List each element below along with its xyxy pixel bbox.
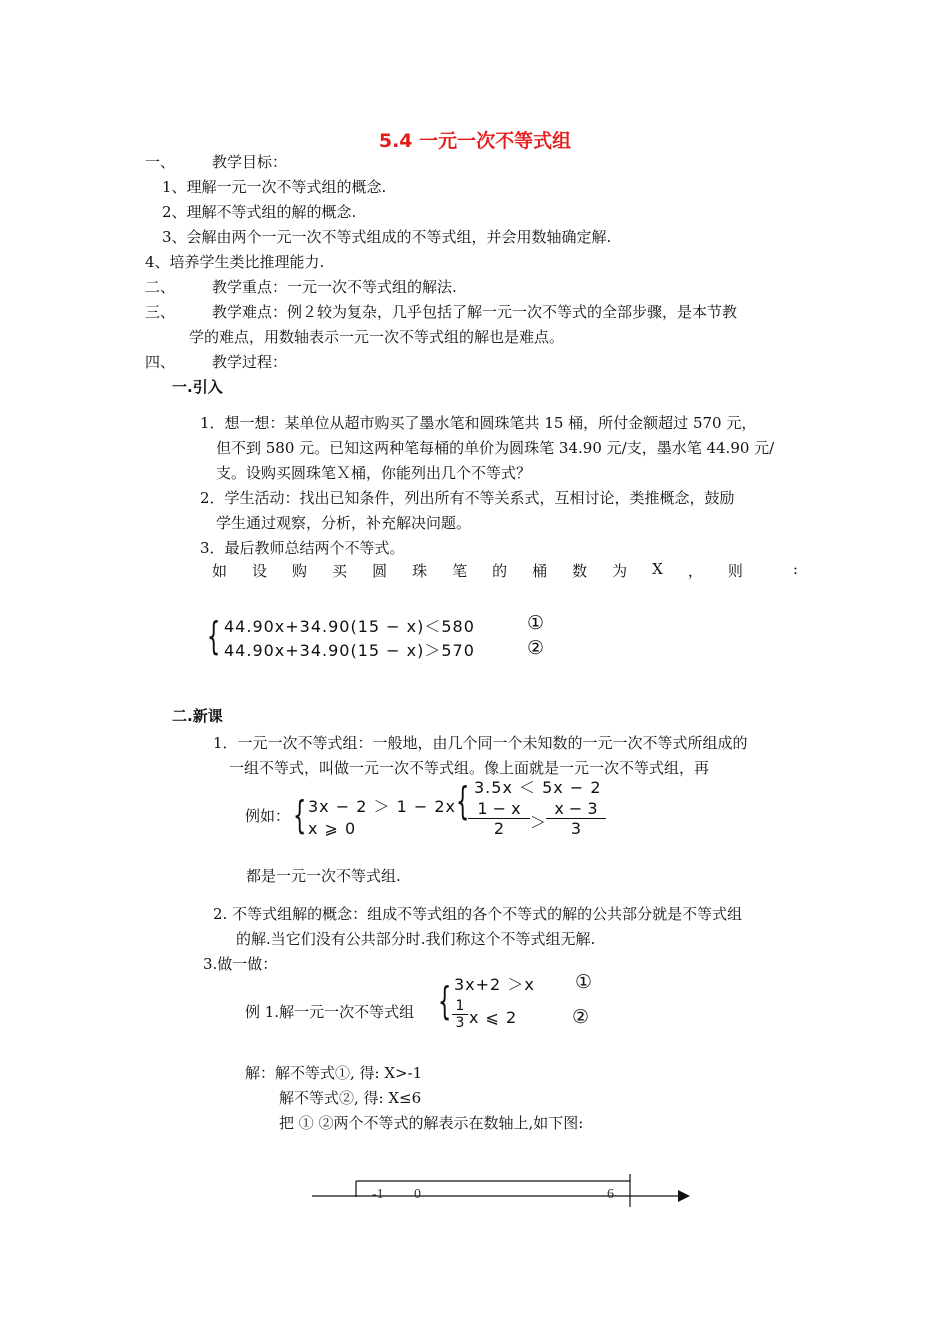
spaced-char: 为 bbox=[612, 562, 628, 580]
spaced-char: 购 bbox=[292, 562, 308, 580]
example-1-line-1: 3x+2 ＞x bbox=[454, 975, 535, 994]
label-circle-2: ② bbox=[527, 637, 545, 659]
part-2-item-1-end: 都是一元一次不等式组. bbox=[246, 867, 401, 885]
numerator: 1 − x bbox=[477, 799, 521, 818]
example-b-fraction-right bbox=[546, 799, 606, 838]
goal-4: 4、培养学生类比推理能力. bbox=[145, 253, 325, 271]
example-1-circle-2: ② bbox=[572, 1006, 590, 1028]
example-label: 例如： bbox=[245, 807, 291, 825]
example-1-label: 例 1.解一元一次不等式组 bbox=[245, 1003, 415, 1021]
denominator: 3 bbox=[455, 1015, 465, 1031]
goal-3: 3、会解由两个一元一次不等式组成的不等式组，并会用数轴确定解. bbox=[162, 228, 612, 246]
example-b-fraction-left bbox=[468, 799, 530, 838]
example-1-fraction bbox=[452, 998, 468, 1031]
spaced-char: 桶 bbox=[532, 562, 548, 580]
spaced-char: : bbox=[792, 560, 798, 578]
goal-1: 1、理解一元一次不等式组的概念. bbox=[162, 178, 387, 196]
spaced-char: 笔 bbox=[452, 562, 468, 580]
example-a-line-1: 3x − 2 ＞ 1 − 2x bbox=[308, 797, 456, 816]
part-1-item-1-line-3: 支。设购买圆珠笔Ｘ桶，你能列出几个不等式？ bbox=[216, 464, 532, 482]
axis-label-neg1: -1 bbox=[372, 1187, 384, 1202]
spaced-char: 买 bbox=[332, 562, 348, 580]
numerator: x − 3 bbox=[554, 799, 598, 818]
solution-line-3: 把 ① ②两个不等式的解表示在数轴上,如下图: bbox=[279, 1114, 584, 1132]
example-a-brace: { bbox=[293, 793, 307, 837]
part-2-item-1-line-1: 1．一元一次不等式组：一般地，由几个同一个未知数的一元一次不等式所组成的 bbox=[213, 734, 748, 752]
part-2-item-3: 3.做一做： bbox=[203, 955, 278, 973]
section-3-line-2: 学的难点，用数轴表示一元一次不等式组的解也是难点。 bbox=[189, 328, 565, 346]
axis-label-0: 0 bbox=[414, 1187, 421, 1202]
part-1-item-1-line-1: 1．想一想：某单位从超市购买了墨水笔和圆珠笔共 15 桶，所付金额超过 570 元， bbox=[200, 414, 757, 432]
spaced-char: 设 bbox=[252, 562, 268, 580]
denominator: 3 bbox=[570, 819, 582, 838]
example-b-brace: { bbox=[456, 779, 470, 823]
example-1-circle-1: ① bbox=[575, 971, 593, 993]
section-4-number: 四、 bbox=[145, 353, 176, 371]
example-1-line-2: x ⩽ 2 bbox=[469, 1008, 518, 1027]
system-brace: { bbox=[207, 614, 221, 658]
spaced-char: ， bbox=[687, 562, 703, 580]
part-2-item-2-line-2: 的解.当它们没有公共部分时.我们称这个不等式组无解. bbox=[236, 930, 596, 948]
inequality-2: 44.90x+34.90(15 − x)＞570 bbox=[224, 641, 475, 660]
part-1-item-2-line-2: 学生通过观察，分析，补充解决问题。 bbox=[216, 514, 472, 532]
section-3-number: 三、 bbox=[145, 303, 176, 321]
section-1-number: 一、 bbox=[145, 153, 176, 171]
spaced-char: 珠 bbox=[412, 562, 428, 580]
solution-line-2: 解不等式②, 得: X≤6 bbox=[279, 1089, 422, 1107]
part-1-item-3: 3．最后教师总结两个不等式。 bbox=[200, 539, 405, 557]
example-b-gt: ＞ bbox=[530, 813, 548, 832]
numerator: 1 bbox=[455, 998, 465, 1014]
example-a-line-2: x ⩾ 0 bbox=[308, 819, 357, 838]
inequality-1: 44.90x+34.90(15 − x)＜580 bbox=[224, 617, 475, 636]
part-2-item-2-line-1: 2. 不等式组解的概念：组成不等式组的各个不等式的解的公共部分就是不等式组 bbox=[213, 905, 743, 923]
label-circle-1: ① bbox=[527, 612, 545, 634]
spaced-char: 的 bbox=[492, 562, 508, 580]
section-2-number: 二、 bbox=[145, 278, 176, 296]
part-2-heading: 二.新课 bbox=[172, 707, 223, 725]
page-title: 5.4 一元一次不等式组 bbox=[378, 130, 572, 152]
spaced-char: 如 bbox=[212, 562, 228, 580]
solution-line-1: 解：解不等式①, 得: X>-1 bbox=[245, 1064, 423, 1082]
axis-label-6: 6 bbox=[607, 1187, 614, 1202]
part-2-item-1-line-2: 一组不等式，叫做一元一次不等式组。像上面就是一元一次不等式组，再 bbox=[229, 759, 710, 777]
part-1-item-2-line-1: 2．学生活动：找出已知条件，列出所有不等关系式，互相讨论，类推概念，鼓励 bbox=[200, 489, 735, 507]
part-1-heading: 一.引入 bbox=[172, 378, 223, 396]
part-1-item-1-line-2: 但不到 580 元。已知这两种笔每桶的单价为圆珠笔 34.90 元/支，墨水笔 44.90 元/ bbox=[216, 439, 775, 457]
section-1-label: 教学目标： bbox=[212, 153, 288, 171]
example-b-line-1: 3.5x ＜ 5x − 2 bbox=[474, 778, 602, 797]
section-2-label: 教学重点：一元一次不等式组的解法. bbox=[212, 278, 457, 296]
spaced-char: 则 bbox=[727, 562, 743, 580]
number-line bbox=[300, 1170, 700, 1220]
spaced-char: 数 bbox=[572, 562, 588, 580]
axis-arrow-icon bbox=[678, 1190, 690, 1202]
spaced-char: X bbox=[652, 560, 663, 578]
example-1-brace: { bbox=[438, 979, 452, 1023]
spaced-char: 圆 bbox=[372, 562, 388, 580]
denominator: 2 bbox=[493, 819, 505, 838]
spaced-sentence bbox=[212, 560, 798, 581]
section-4-label: 教学过程： bbox=[212, 353, 288, 371]
goal-2: 2、理解不等式组的解的概念. bbox=[162, 203, 357, 221]
section-3-line-1: 教学难点：例２较为复杂，几乎包括了解一元一次不等式的全部步骤，是本节教 bbox=[212, 303, 738, 321]
